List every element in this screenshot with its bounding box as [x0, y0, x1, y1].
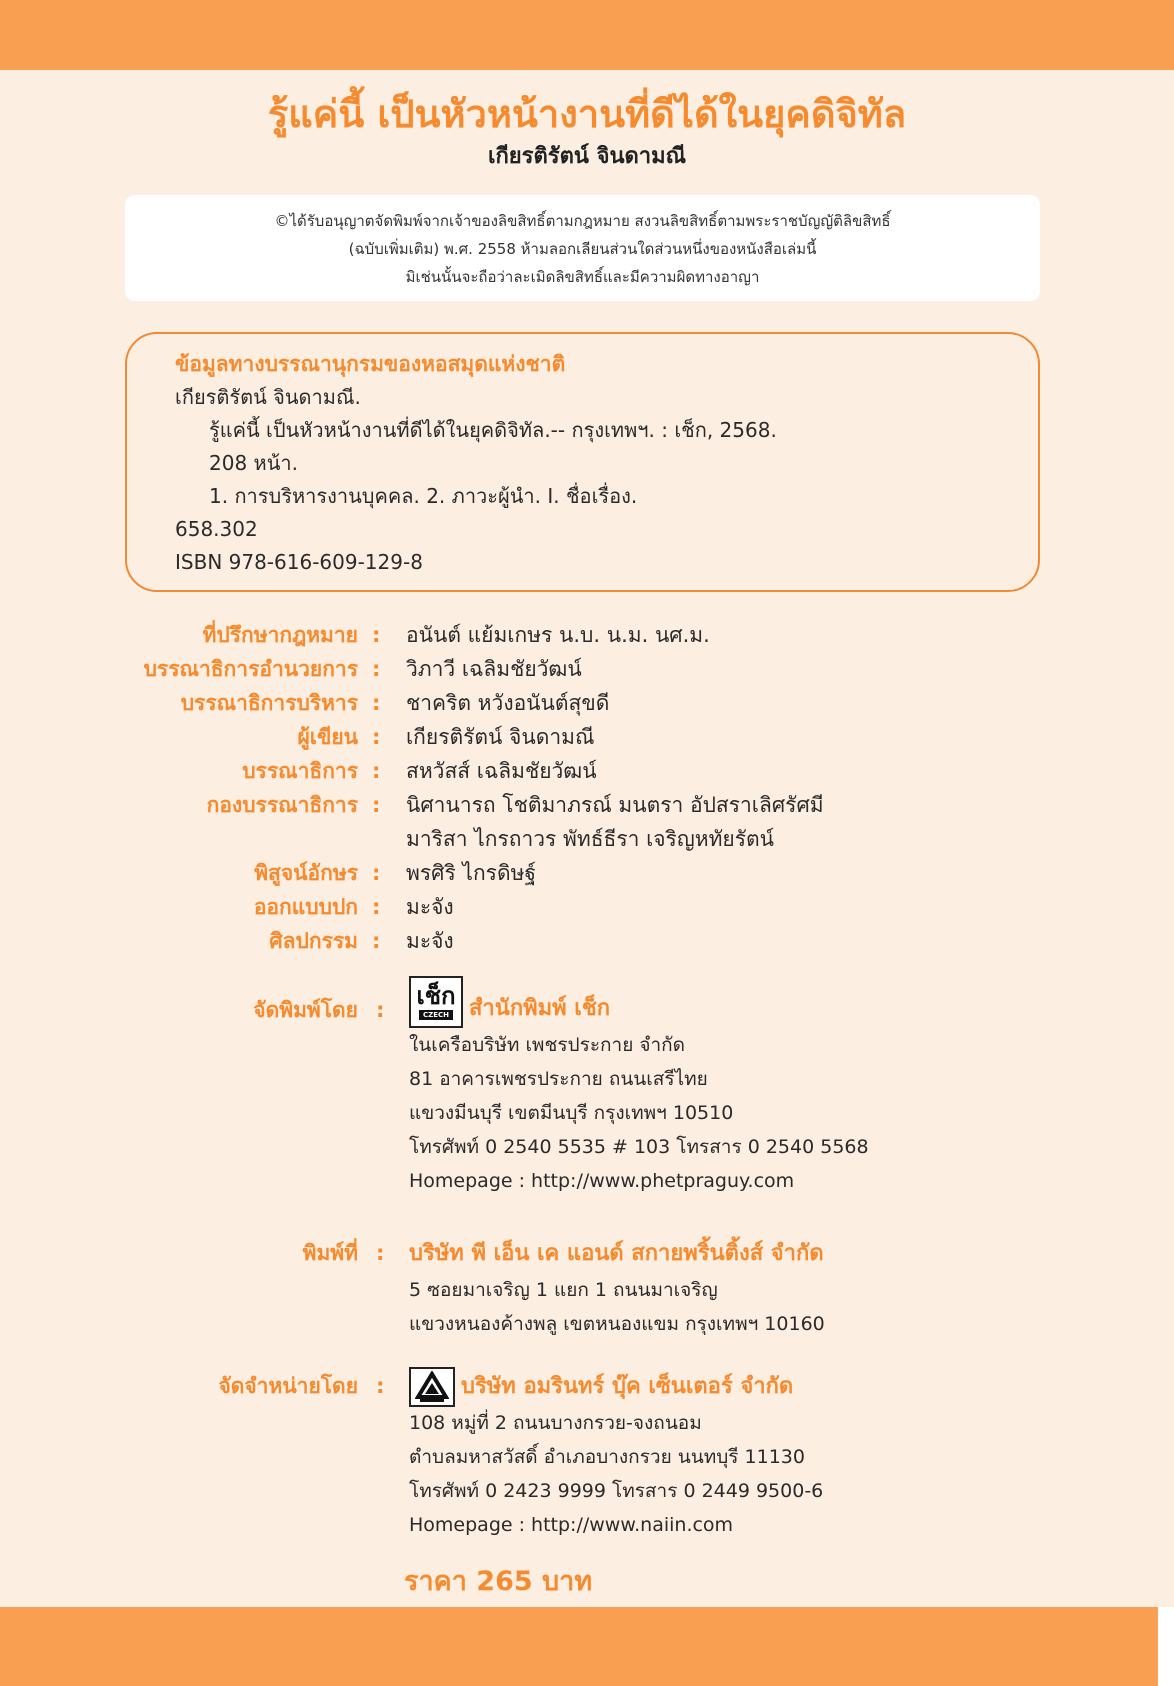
credit-value: อนันต์ แย้มเกษร น.บ. น.ม. นศ.ม. [406, 623, 710, 647]
publisher-line: โทรศัพท์ 0 2540 5535 # 103 โทรสาร 0 2540 5568 [409, 1136, 869, 1158]
page-edge [1158, 1607, 1174, 1686]
credit-colon: : [372, 861, 381, 885]
printer-line: 5 ซอยมาเจริญ 1 แยก 1 ถนนมาเจริญ [409, 1279, 718, 1301]
credit-value: พรศิริ ไกรดิษฐ์ [406, 861, 537, 885]
printer-name: บริษัท พี เอ็น เค แอนด์ สกายพริ้นติ้งส์ จำกัด [409, 1241, 824, 1266]
credit-value: มะจัง [406, 895, 454, 919]
top-band [0, 0, 1174, 70]
distributor-headline [409, 1368, 823, 1406]
printer-label: พิมพ์ที่ [302, 1241, 358, 1265]
publisher-line: ในเครือบริษัท เพชรประกาย จำกัด [409, 1034, 686, 1056]
cip-author: เกียรติรัตน์ จินดามณี. [175, 385, 361, 409]
publisher-name: สำนักพิมพ์ เช็ก [469, 996, 611, 1021]
distributor-body [409, 1368, 823, 1542]
credit-row-editorial-team [0, 788, 1174, 822]
naiin-logo-triangle-icon [415, 1371, 449, 1403]
credit-row-editor [0, 754, 1174, 788]
credit-value: มาริสา ไกรถาวร พัทธ์ธีรา เจริญหทัยรัตน์ [406, 827, 774, 851]
copyright-notice [125, 195, 1040, 301]
credit-colon: : [372, 623, 381, 647]
printer-body [409, 1235, 825, 1341]
credit-label: ศิลปกรรม [269, 929, 358, 953]
credit-row-editorial-team-cont [0, 822, 1174, 856]
publisher-body [409, 982, 869, 1198]
distributor-colon: : [376, 1374, 385, 1398]
printer-colon: : [376, 1241, 385, 1265]
price: ราคา 265 บาท [404, 1566, 593, 1597]
credit-colon: : [372, 793, 381, 817]
credit-label: บรรณาธิการ [242, 759, 358, 783]
czech-logo-subtext: CZECH [419, 1010, 453, 1020]
czech-logo-text: เช็ก [416, 982, 456, 1010]
credit-label: ออกแบบปก [253, 895, 358, 919]
publisher-colon: : [376, 998, 385, 1022]
cip-title: รู้แค่นี้ เป็นหัวหน้างานที่ดีได้ในยุคดิจิทัล.-- กรุงเทพฯ. : เช็ก, 2568. [209, 418, 777, 442]
book-author: เกียรติรัตน์ จินดามณี [487, 144, 687, 169]
notice-line: มิเช่นนั้นจะถือว่าละเมิดลิขสิทธิ์และมีความผิดทางอาญา [405, 268, 760, 286]
cip-subjects: 1. การบริหารงานบุคคล. 2. ภาวะผู้นำ. I. ชื่อเรื่อง. [209, 484, 638, 508]
credit-colon: : [372, 929, 381, 953]
cip-isbn: ISBN 978-616-609-129-8 [175, 550, 423, 574]
cataloging-in-publication-box [125, 332, 1040, 592]
credits-list [0, 618, 1174, 958]
credit-row-legal-advisor [0, 618, 1174, 652]
distributor-label: จัดจำหน่ายโดย [218, 1374, 358, 1398]
notice-line: ©ได้รับอนุญาตจัดพิมพ์จากเจ้าของลิขสิทธิ์ตามกฎหมาย สงวนลิขสิทธิ์ตามพระราชบัญญัติลิขสิทธิ์ [274, 212, 891, 230]
credit-colon: : [372, 657, 381, 681]
distributor-homepage: Homepage : http://www.naiin.com [409, 1514, 734, 1536]
credit-value: เกียรติรัตน์ จินดามณี [406, 725, 595, 749]
credit-label: ผู้เขียน [297, 725, 358, 749]
notice-line: (ฉบับเพิ่มเติม) พ.ศ. 2558 ห้ามลอกเลียนส่วนใดส่วนหนึ่งของหนังสือเล่มนี้ [348, 240, 817, 258]
credit-colon: : [372, 759, 381, 783]
credit-colon: : [372, 895, 381, 919]
distributor-line: ตำบลมหาสวัสดิ์ อำเภอบางกรวย นนทบุรี 11130 [409, 1446, 805, 1468]
cip-pages: 208 หน้า. [209, 451, 298, 475]
credit-colon: : [372, 691, 381, 715]
credit-label: กองบรรณาธิการ [206, 793, 358, 817]
credit-value: ชาคริต หวังอนันต์สุขดี [406, 691, 610, 715]
credit-colon: : [372, 725, 381, 749]
credit-label: ที่ปรึกษากฎหมาย [202, 623, 358, 647]
credit-value: วิภาวี เฉลิมชัยวัฒน์ [406, 657, 582, 681]
publisher-line: 81 อาคารเพชรประกาย ถนนเสรีไทย [409, 1068, 708, 1090]
publisher-homepage: Homepage : http://www.phetpraguy.com [409, 1170, 795, 1192]
printer-line: แขวงหนองค้างพลู เขตหนองแขม กรุงเทพฯ 10160 [409, 1313, 825, 1335]
credit-value: มะจัง [406, 929, 454, 953]
cip-heading: ข้อมูลทางบรรณานุกรมของหอสมุดแห่งชาติ [175, 352, 566, 376]
credit-label: พิสูจน์อักษร [254, 861, 358, 885]
publisher-line: แขวงมีนบุรี เขตมีนบุรี กรุงเทพฯ 10510 [409, 1102, 734, 1124]
czech-logo-icon [409, 976, 463, 1028]
credit-label: บรรณาธิการบริหาร [180, 691, 358, 715]
credit-row-proofreader [0, 856, 1174, 890]
credit-row-art-work [0, 924, 1174, 958]
credit-row-executive-editor [0, 686, 1174, 720]
publisher-label: จัดพิมพ์โดย [253, 998, 358, 1022]
credit-label: บรรณาธิการอำนวยการ [143, 657, 358, 681]
bottom-band [0, 1607, 1158, 1686]
naiin-logo-icon [409, 1367, 455, 1407]
cip-class-number: 658.302 [175, 517, 258, 541]
credit-row-managing-editor [0, 652, 1174, 686]
credit-value: สหวัสส์ เฉลิมชัยวัฒน์ [406, 759, 597, 783]
distributor-line: 108 หมู่ที่ 2 ถนนบางกรวย-จงถนอม [409, 1412, 702, 1434]
publisher-headline [409, 982, 869, 1028]
book-title: รู้แค่นี้ เป็นหัวหน้างานที่ดีได้ในยุคดิจิทัล [267, 92, 907, 136]
credit-value: นิศานารถ โชติมาภรณ์ มนตรา อัปสราเลิศรัศมี [406, 793, 824, 817]
distributor-name: บริษัท อมรินทร์ บุ๊ค เซ็นเตอร์ จำกัด [461, 1374, 794, 1399]
distributor-line: โทรศัพท์ 0 2423 9999 โทรสาร 0 2449 9500-6 [409, 1480, 824, 1502]
credit-row-cover-design [0, 890, 1174, 924]
credit-row-author [0, 720, 1174, 754]
